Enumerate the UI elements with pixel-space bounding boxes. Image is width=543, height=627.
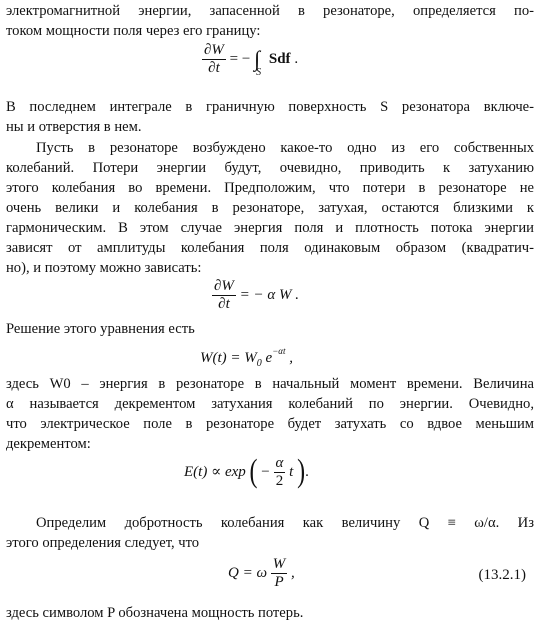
text-line: этого определения следует, что [6,535,200,551]
text-line: Определим добротность колебания как величину Q ≡ ω/α. Из [36,515,534,531]
text-line: ны и отверстия в нем. [6,119,142,135]
text-line: но), и поэтому можно зависать: [6,260,202,276]
text-line: гармоническим. В этом случае энергия поля и плотность потока энергии [6,220,534,236]
text-line: очень велики и колебания в резонаторе, затухая, остаются близкими к [6,200,534,216]
text-line: α называется декрементом затухания колебаний по энергии. Очевидно, [6,396,534,412]
text-line: колебаний. Потери энергии будут, очевидно, приводить к затуханию [6,160,534,176]
equation-field-decay: E(t) ∝ exp ( − $\frac{\alpha}{2}$ t ). [184,454,309,490]
text-line: зависят от амплитуды колебания поля одинаковым образом (квадратич- [6,240,534,256]
text-line: здесь символом P обозначена мощность потерь. [6,605,304,621]
text-line: этого колебания во времени. Предположим, что потери в резонаторе не [6,180,534,196]
text-line: декрементом: [6,436,91,452]
equation-decay-ode: $\frac{\partial W}{\partial t}$ = − α W . [214,278,300,312]
equation-number: (13.2.1) [478,567,526,583]
text-line: Решение этого уравнения есть [6,321,195,337]
text-line: Пусть в резонаторе возбуждено какое-то одно из его собственных [36,140,534,156]
equation-solution: $W(t) = W_0$ $e^{-\alpha t}$ , [200,346,294,369]
equation-flux: $\frac{\partial W}{\partial t}$ = − $\int_S$ Sdf . [204,42,299,78]
text-line: электромагнитной энергии, запасенной в резонаторе, определяется по- [6,3,534,19]
text-line: В последнем интеграле в граничную поверхность S резонатора включе- [6,99,534,115]
equation-quality-factor: Q = ω $\frac{W}{P}$ , (13.2.1) [228,556,526,590]
text-line: током мощности поля через его границу: [6,23,261,39]
text-line: что электрическое поле в резонаторе будет затухать со вдвое меньшим [6,416,534,432]
text-line: здесь W0 – энергия в резонаторе в начальный момент времени. Величина [6,376,534,392]
